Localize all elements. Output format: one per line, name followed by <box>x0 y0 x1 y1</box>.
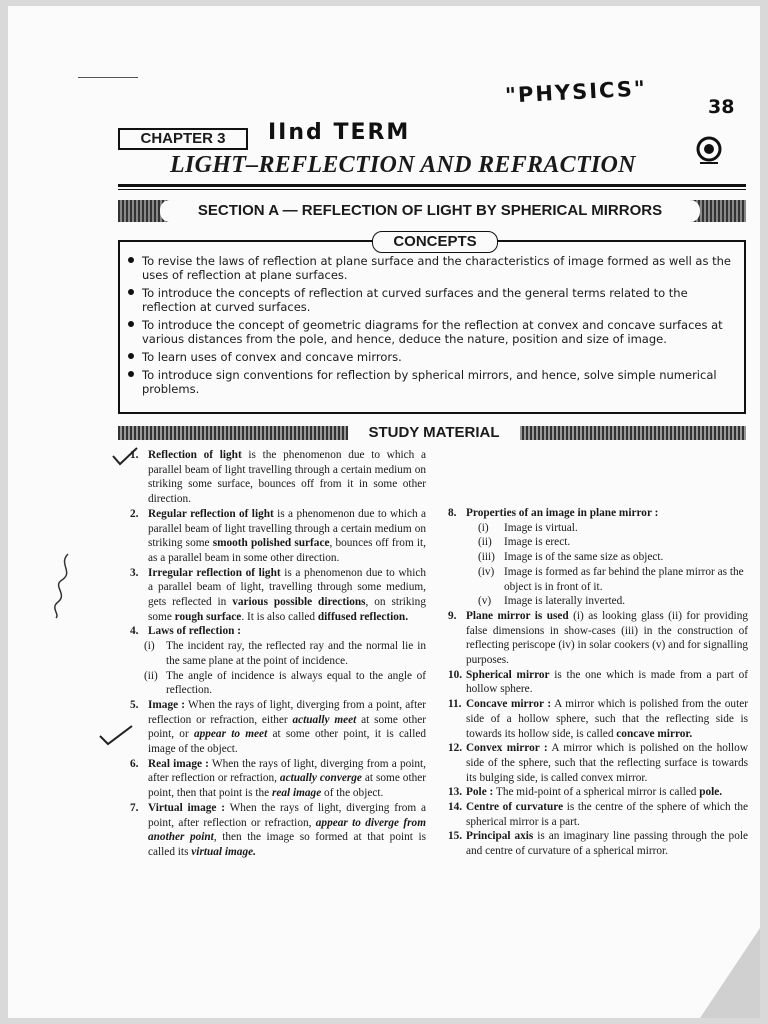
handwritten-term: IInd TERM <box>268 120 411 145</box>
scan-mark <box>78 77 138 78</box>
study-item-8: 8. Properties of an image in plane mirror : <box>448 507 659 519</box>
concept-item: To introduce sign conventions for reflection by spherical mirrors, and hence, solve simple numerical problems. <box>128 368 738 396</box>
handwritten-subject: "PHYSICS" <box>504 76 648 108</box>
property-item: (ii) Image is erect. <box>478 536 571 549</box>
concepts-heading: CONCEPTS <box>372 231 498 253</box>
concept-item: To introduce the concepts of reflection at curved surfaces and the general terms related to the reflection at curved surfaces. <box>128 286 738 314</box>
handwritten-page-number: 38 <box>708 96 735 118</box>
study-item-14: 14. Centre of curvature is the centre of the sphere of which the spherical mirror is a part. <box>448 801 748 828</box>
study-item-1: 1. Reflection of light is the phenomenon due to which a parallel beam of light travelling through a certain medium on striking some surface, bounces off from it in some other direction. <box>130 449 426 506</box>
bullet-icon <box>128 321 134 327</box>
section-title: SECTION A — REFLECTION OF LIGHT BY SPHERICAL MIRRORS <box>160 200 700 222</box>
property-item: (i) Image is virtual. <box>478 521 578 534</box>
property-item: (iv) Image is formed as far behind the plane mirror as the object is in front of it. <box>478 565 744 593</box>
chapter-label: CHAPTER 3 <box>118 128 248 150</box>
bullet-icon <box>128 353 134 359</box>
property-item: (v) Image is laterally inverted. <box>478 595 626 608</box>
chapter-title: LIGHT–REFLECTION AND REFRACTION <box>170 152 636 178</box>
margin-tick-icon <box>110 446 140 468</box>
study-column-left <box>130 448 426 860</box>
title-rule-thin <box>118 189 746 190</box>
law-item: (i) The incident ray, the reflected ray and the normal lie in the same plane at the point of incidence. <box>144 640 426 667</box>
study-item-3: 3. Irregular reflection of light is a phenomenon due to which a parallel beam of light, travelling through some medium, gets reflected in various possible directions, on striking some rough surface. It is also called diffused reflection. <box>130 566 427 623</box>
concept-item: To introduce the concept of geometric diagrams for the reflection at convex and concave surfaces at various distances from the pole, and hence, deduce the nature, position and size of image. <box>128 318 738 346</box>
study-column-right <box>448 506 748 859</box>
study-item-15: 15. Principal axis is an imaginary line passing through the pole and centre of curvature of a spherical mirror. <box>448 830 748 858</box>
study-heading: STUDY MATERIAL <box>348 423 520 443</box>
study-item-11: 11. Concave mirror : A mirror which is polished from the outer side of a hollow sphere, such that the reflecting side is towards its hollow side, is called concave mirror. <box>448 698 748 740</box>
concepts-list <box>128 254 738 400</box>
property-item: (iii) Image is of the same size as object. <box>478 551 664 564</box>
bullet-icon <box>128 289 134 295</box>
study-item-9: 9. Plane mirror is used (i) as looking glass (ii) for providing false dimensions in show-cases (iii) in the construction of reflecting periscope (iv) in solar cookers (v) and for signalling purposes. <box>448 609 748 667</box>
study-item-5: 5. Image : When the rays of light, diverging from a point, after reflection or refraction, either actually meet at some other point, or appear to meet at some other point, it is called image of the object. <box>130 698 426 756</box>
bullet-icon <box>128 257 134 263</box>
study-item-4: 4. Laws of reflection : <box>130 625 241 638</box>
study-item-2: 2. Regular reflection of light is a phenomenon due to which a parallel beam of light travelling through a certain medium on striking some smooth polished surface, bounces off from it, as a parallel beam in some other direction. <box>130 507 426 564</box>
doodle-face-icon <box>692 136 726 166</box>
concept-item: To learn uses of convex and concave mirrors. <box>128 350 738 364</box>
margin-tick-icon <box>96 724 136 748</box>
margin-scribble-icon <box>38 550 82 620</box>
study-item-6: 6. Real image : When the rays of light, diverging from a point, after reflection or refraction, actually converge at some other point, then that point is the real image of the object. <box>130 757 427 800</box>
study-item-7: 7. Virtual image : When the rays of light, diverging from a point, after reflection or refraction, appear to diverge from another point, then the image so formed at that point is called its virtual image. <box>130 801 426 858</box>
study-item-10: 10. Spherical mirror is the one which is made from a part of hollow sphere. <box>448 668 748 696</box>
title-rule <box>118 184 746 187</box>
study-item-12: 12. Convex mirror : A mirror which is polished on the hollow side of the sphere, such that the reflecting surface is towards its bulging side, is called convex mirror. <box>448 742 748 784</box>
page-fold <box>700 928 760 1018</box>
concept-item: To revise the laws of reflection at plane surface and the characteristics of image formed as well as the uses of reflection at plane surfaces. <box>128 254 738 282</box>
bullet-icon <box>128 371 134 377</box>
study-item-13: 13. Pole : The mid-point of a spherical mirror is called pole. <box>448 786 723 799</box>
law-item: (ii) The angle of incidence is always equal to the angle of reflection. <box>144 669 426 697</box>
